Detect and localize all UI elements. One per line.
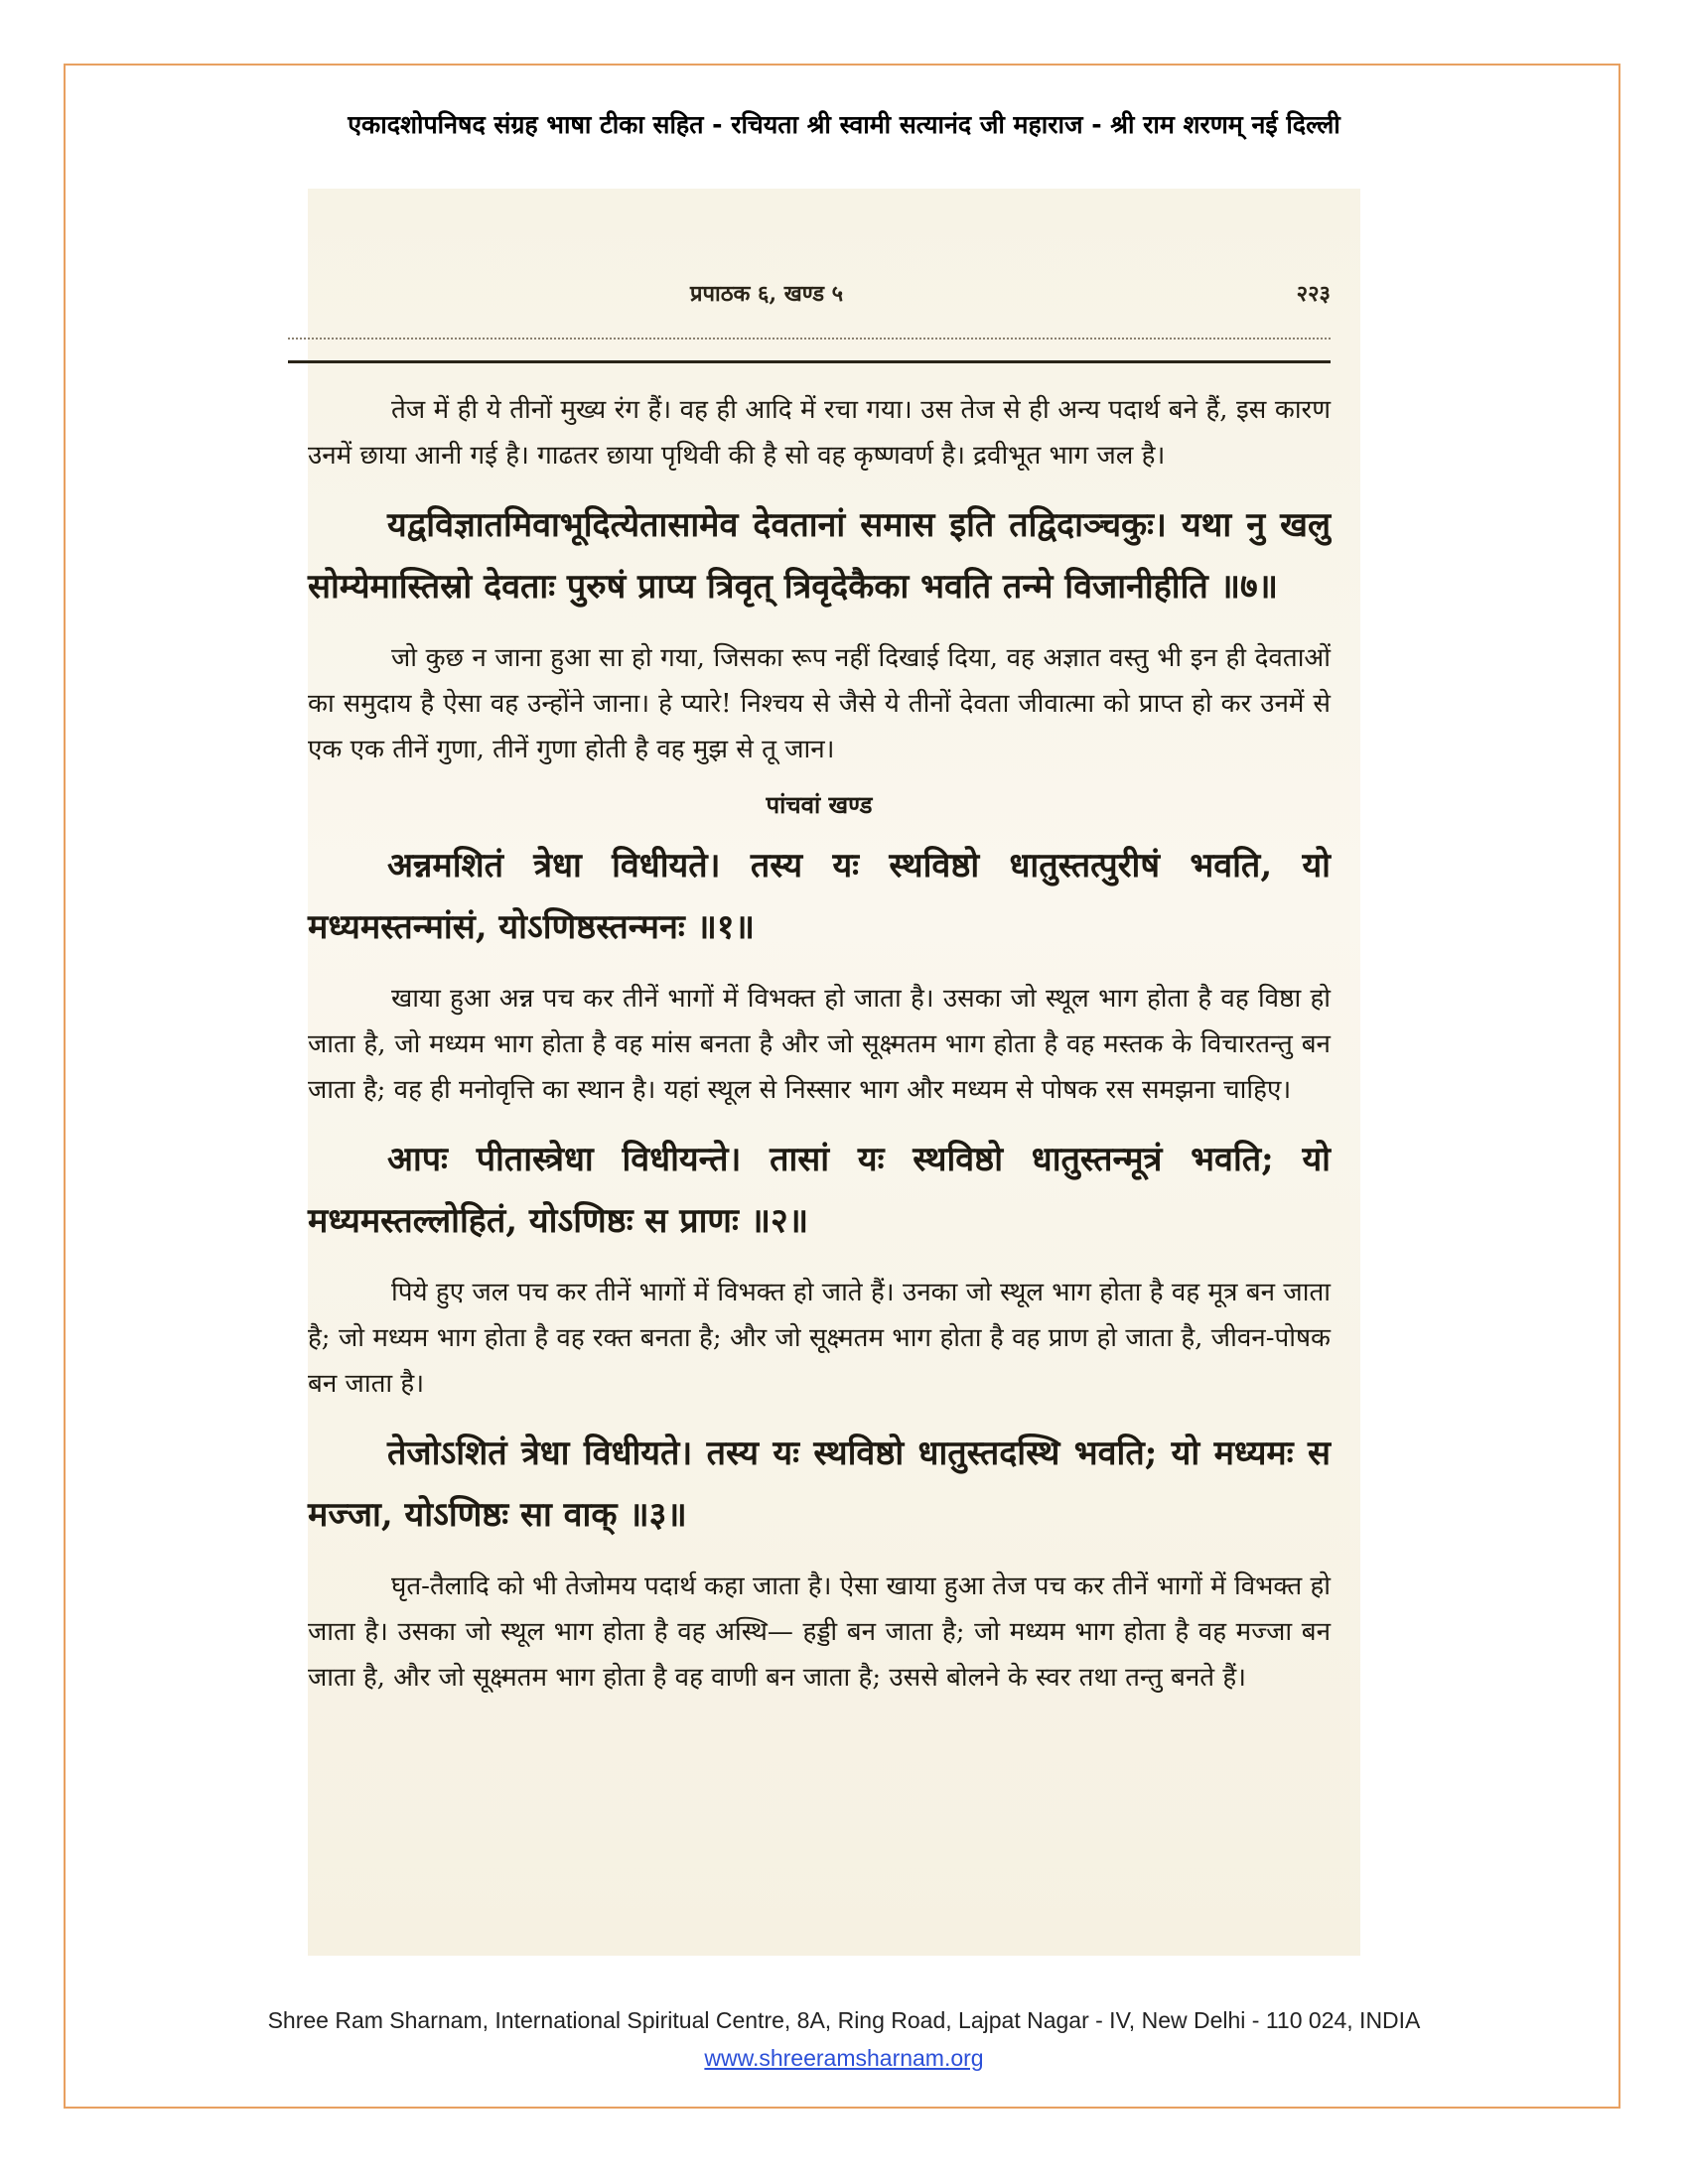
page-number: २२३ — [1296, 281, 1331, 307]
sanskrit-verse: तेजोऽशितं त्रेधा विधीयते। तस्य यः स्थविष्ठो धातुस्तदस्थि भवति; यो मध्यमः स मज्जा, योऽणिष्ठः सा वाक् ॥३॥ — [308, 1433, 1331, 1535]
chapter-reference: प्रपाठक ६, खण्ड ५ — [690, 281, 844, 307]
document-header-title: एकादशोपनिषद संग्रह भाषा टीका सहित - रचियता श्री स्वामी सत्यानंद जी महाराज - श्री राम शरणम् नई दिल्ली — [348, 110, 1340, 139]
sanskrit-verse: आपः पीतास्त्रेधा विधीयन्ते। तासां यः स्थविष्ठो धातुस्तन्मूत्रं भवति; यो मध्यमस्तल्लोहितं, योऽणिष्ठः स प्राणः ॥२॥ — [308, 1140, 1331, 1241]
commentary-paragraph: पिये हुए जल पच कर तीनें भागों में विभक्त हो जाते हैं। उनका जो स्थूल भाग होता है वह मूत्र बन जाता है; जो मध्यम भाग होता है वह रक्त बनता है; और जो सूक्ष्मतम भाग होता है वह प्राण हो जाता है, जीवन-पोषक बन जाता है। — [308, 1278, 1331, 1399]
header-rule — [288, 360, 1331, 363]
section-heading: पांचवां खण्ड — [766, 790, 873, 819]
scanned-page-header — [308, 278, 1360, 318]
sanskrit-verse: अन्नमशितं त्रेधा विधीयते। तस्य यः स्थविष्ठो धातुस्तत्पुरीषं भवति, यो मध्यमस्तन्मांसं, योऽणिष्ठस्तन्मनः ॥१॥ — [308, 846, 1331, 947]
commentary-paragraph: घृत-तैलादि को भी तेजोमय पदार्थ कहा जाता है। ऐसा खाया हुआ तेज पच कर तीनें भागों में विभक्त हो जाता है। उसका जो स्थूल भाग होता है वह अस्थि— हड्डी बन जाता है; जो मध्यम भाग होता है वह मज्जा बन जाता है, और जो सूक्ष्मतम भाग होता है वह वाणी बन जाता है; उससे बोलने के स्वर तथा तन्तु बनते हैं। — [308, 1571, 1331, 1693]
footer-address: Shree Ram Sharnam, International Spiritual Centre, 8A, Ring Road, Lajpat Nagar - IV, New Delhi - 110 024, INDIA — [267, 2007, 1421, 2033]
dotted-divider — [288, 338, 1331, 340]
page-body — [308, 387, 1331, 1716]
sanskrit-verse: यद्वविज्ञातमिवाभूदित्येतासामेव देवतानां समास इति तद्विदाञ्चकुः। यथा नु खलु सोम्येमास्तिस्रो देवताः पुरुषं प्राप्य त्रिवृत् त्रिवृदेकैका भवति तन्मे विजानीहीति ॥७॥ — [308, 505, 1331, 607]
website-link[interactable]: www.shreeramsharnam.org — [704, 2045, 984, 2071]
scanned-page — [308, 189, 1360, 1956]
commentary-paragraph: खाया हुआ अन्न पच कर तीनें भागों में विभक्त हो जाता है। उसका जो स्थूल भाग होता है वह विष्ठा हो जाता है, जो मध्यम भाग होता है वह मांस बनता है और जो सूक्ष्मतम भाग होता है वह मस्तक के विचारतन्तु बन जाता है; वह ही मनोवृत्ति का स्थान है। यहां स्थूल से निस्सार भाग और मध्यम से पोषक रस समझना चाहिए। — [308, 984, 1331, 1105]
commentary-paragraph: जो कुछ न जाना हुआ सा हो गया, जिसका रूप नहीं दिखाई दिया, वह अज्ञात वस्तु भी इन ही देवताओं का समुदाय है ऐसा वह उन्होंने जाना। हे प्यारे! निश्चय से जैसे ये तीनों देवता जीवात्मा को प्राप्त हो कर उनमें से एक एक तीनें गुणा, तीनें गुणा होती है वह मुझ से तू जान। — [308, 643, 1331, 764]
commentary-paragraph: तेज में ही ये तीनों मुख्य रंग हैं। वह ही आदि में रचा गया। उस तेज से ही अन्य पदार्थ बने हैं, इस कारण उनमें छाया आनी गई है। गाढतर छाया पृथिवी की है सो वह कृष्णवर्ण है। द्रवीभूत भाग जल है। — [308, 395, 1331, 471]
